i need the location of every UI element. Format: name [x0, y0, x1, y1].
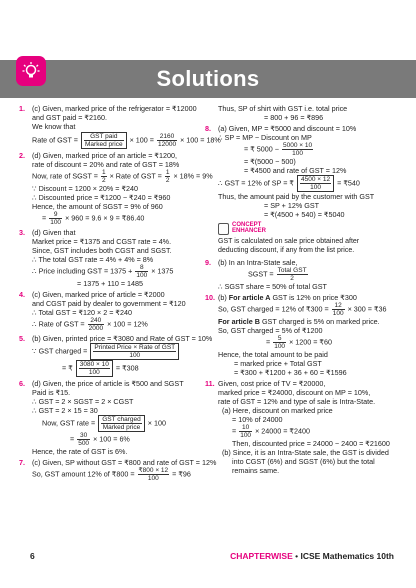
formula-line — [218, 424, 393, 439]
text-line: Hence, the rate of GST is 6%. — [32, 447, 128, 456]
solution-2 — [19, 151, 213, 226]
formula-text: × 18% = 9% — [173, 171, 213, 181]
text-line: = ₹300 + ₹1200 + 36 + 60 = ₹1596 — [234, 368, 347, 377]
fraction — [135, 264, 148, 279]
text-line — [218, 317, 393, 326]
formula-line — [218, 267, 393, 282]
fraction — [49, 211, 62, 226]
solution-4 — [19, 290, 212, 332]
solution-5 — [19, 334, 213, 377]
numerator: Total GST — [277, 267, 307, 274]
bold-label: For article A — [228, 293, 271, 302]
fraction — [101, 169, 107, 184]
text-line: So, GST charged = 5% of ₹1200 — [218, 326, 323, 335]
denominator: 12000 — [157, 141, 177, 148]
numerator: 4500 × 12 — [301, 176, 331, 183]
solution-11 — [205, 379, 393, 475]
text-line: Hence, the amount of SGST = 9% of 960 — [32, 202, 163, 211]
formula-text: × 100 = 18% — [180, 135, 221, 145]
formula-text: × 100 — [147, 418, 166, 428]
numerator: 30 — [77, 432, 90, 440]
option-text: (b) — [218, 293, 227, 302]
text-line: (a) Given, MP = ₹5000 and discount = 10% — [218, 124, 357, 133]
solutions-banner — [0, 60, 416, 98]
formula-line — [218, 142, 393, 157]
fraction — [77, 432, 90, 447]
formula-line — [32, 169, 212, 184]
solution-10 — [205, 293, 393, 377]
formula-text: = ₹ — [62, 363, 73, 373]
boxed-fraction — [98, 415, 145, 432]
question-number: 4. — [19, 290, 25, 299]
text-line: = marked price + Total GST — [234, 359, 322, 368]
text-line: ∴ SP = MP − Discount on MP — [218, 133, 312, 142]
formula-text: × 24000 = ₹2400 — [255, 426, 310, 436]
text-line: ∴ Discounted price = ₹1200 − ₹240 = ₹960 — [32, 193, 171, 202]
text-line: (d) Given, the price of article is ₹500 and SGST — [32, 379, 184, 388]
text-line: = 1375 + 110 = 1485 — [77, 279, 144, 288]
fraction — [282, 142, 313, 157]
formula-text: Now, GST rate = — [42, 418, 96, 428]
solution-1 — [19, 104, 221, 149]
text-line: rate of discount = 20% and rate of GST = 18% — [32, 160, 180, 169]
formula-text: ∴ GST = 12% of SP = ₹ — [218, 178, 295, 188]
question-number: 5. — [19, 334, 25, 343]
question-number: 1. — [19, 104, 25, 113]
denominator: 2 — [290, 275, 294, 282]
formula-line — [32, 467, 212, 482]
formula-line — [32, 415, 212, 432]
text-line: We know that — [32, 122, 76, 131]
concept-text: deducting discount, if any from the list price. — [218, 247, 355, 254]
denominator: 2 — [101, 177, 106, 184]
solution-7-continued — [218, 104, 393, 122]
text-span: GST charged is 5% on marked price. — [261, 317, 380, 326]
denominator: 500 — [78, 440, 90, 447]
book-title: ICSE Mathematics 10th — [300, 551, 394, 561]
boxed-fraction — [297, 175, 334, 192]
fraction — [277, 267, 308, 282]
formula-text: × 300 = ₹36 — [347, 304, 387, 314]
formula-line — [32, 211, 212, 226]
text-line: ∵ Discount = 1200 × 20% = ₹240 — [32, 184, 139, 193]
text-line: and GST paid = ₹2160. — [32, 113, 107, 122]
denominator: 100 — [50, 219, 62, 226]
text-line: (b) Given, printed price = ₹3080 and Rate of GST = 10% — [32, 334, 213, 343]
formula-text: = — [70, 434, 75, 444]
text-span: GST is 12% on price ₹300 — [272, 293, 357, 302]
formula-line — [32, 432, 212, 447]
solution-6 — [19, 379, 212, 456]
page-number: 6 — [30, 551, 35, 561]
brand-name: CHAPTERWISE — [230, 551, 293, 561]
fraction — [138, 467, 170, 482]
formula-text: So, GST charged = 12% of ₹300 = — [218, 304, 329, 314]
boxed-fraction — [76, 360, 113, 377]
text-line: = SP + 12% GST — [264, 201, 320, 210]
formula-text: = — [42, 213, 47, 223]
numerator: 9 — [49, 211, 62, 219]
text-line: Hence, the total amount to be paid — [218, 350, 328, 359]
denominator: Marked price — [102, 424, 141, 431]
solution-7 — [19, 458, 217, 482]
text-line: Then, discounted price = 24000 − 2400 = ₹21600 — [232, 439, 390, 448]
page-title: Solutions — [156, 66, 260, 91]
bold-label: For article B — [218, 317, 260, 326]
numerator: 8 — [135, 264, 148, 272]
formula-line — [218, 302, 393, 317]
text-line: (c) Given, SP without GST = ₹800 and rate of GST = 12% — [32, 458, 217, 467]
formula-line — [32, 343, 212, 360]
left-column — [19, 104, 221, 484]
text-line: ∴ The total GST rate = 4% + 4% = 8% — [32, 255, 154, 264]
concept-tag-line: CONCEPT — [232, 222, 262, 228]
formula-text: = ₹ — [244, 144, 255, 154]
concept-enhancer-box — [218, 222, 393, 235]
formula-text: = — [266, 337, 271, 347]
text-line: (c) Given, marked price of the refrigerator = ₹12000 — [32, 104, 197, 113]
formula-line — [32, 264, 212, 279]
numerator: 5000 × 10 — [282, 142, 313, 149]
text-line: = 10% of 24000 — [232, 415, 283, 424]
denominator: 100 — [147, 475, 159, 482]
denominator: 100 — [292, 150, 303, 157]
formula-line — [32, 360, 212, 377]
question-number: 8. — [205, 124, 211, 133]
text-line: (c) Given, marked price of article = ₹2000 — [32, 290, 165, 299]
formula-text: ∴ Price including GST = 1375 + — [32, 266, 133, 276]
text-line: ∴ Total GST = ₹120 × 2 = ₹240 — [32, 308, 132, 317]
solution-8 — [205, 124, 393, 219]
text-line: = ₹4500 and rate of GST = 12% — [244, 166, 347, 175]
numerator: 1 — [101, 169, 106, 176]
book-icon — [218, 223, 229, 235]
formula-text: × 100 = — [129, 135, 154, 145]
question-number: 7. — [19, 458, 25, 467]
text-line: into CGST (6%) and SGST (6%) but the total — [232, 457, 375, 466]
boxed-fraction — [90, 343, 179, 360]
right-column — [205, 104, 393, 477]
denominator: Marked price — [85, 141, 123, 148]
denominator: 100 — [310, 184, 321, 191]
numerator: GST charged — [102, 416, 141, 423]
formula-text: × 960 = 9.6 × 9 = ₹86.40 — [65, 213, 145, 223]
formula-text: = — [232, 426, 237, 436]
formula-text: × 1375 — [151, 266, 174, 276]
numerator: GST paid — [84, 133, 124, 141]
text-line: = ₹(5000 − 500) — [244, 157, 296, 166]
numerator: 2160 — [157, 133, 177, 141]
text-line: ∴ GST = 2 × SGST = 2 × CGST — [32, 397, 134, 406]
brand-separator: • — [295, 551, 299, 561]
text-line: (d) Given that — [32, 228, 76, 237]
fraction — [157, 133, 177, 148]
formula-text: Now, rate of SGST = — [32, 171, 98, 181]
numerator: 5 — [273, 335, 286, 343]
formula-text: Rate of GST = — [32, 135, 79, 145]
formula-text: × 100 = 6% — [93, 434, 130, 444]
numerator: 240 — [88, 317, 104, 325]
formula-text: ∴ Rate of GST = — [32, 319, 85, 329]
text-line: (b) In an Intra-State sale, — [218, 258, 298, 267]
lightbulb-icon-glyph — [21, 61, 41, 81]
fraction — [273, 335, 286, 350]
denominator: 2000 — [88, 325, 104, 332]
text-line: = 800 + 96 = ₹896 — [264, 113, 324, 122]
denominator: 100 — [240, 432, 252, 439]
numerator: 12 — [332, 302, 345, 310]
denominator: 100 — [88, 369, 100, 376]
denominator: 100 — [136, 272, 148, 279]
text-line: Thus, SP of shirt with GST i.e. total price — [218, 104, 348, 113]
fraction — [332, 302, 345, 317]
question-number: 2. — [19, 151, 25, 160]
boxed-fraction — [81, 132, 127, 149]
text-line: ∴ SGST share = 50% of total GST — [218, 282, 327, 291]
text-line: = ₹(4500 + 540) = ₹5040 — [264, 210, 345, 219]
formula-line — [32, 132, 221, 149]
text-line: (b) Since, it is an Intra-State sale, the GST is divided — [222, 448, 389, 457]
denominator: 100 — [332, 310, 344, 317]
fraction — [239, 424, 252, 439]
formula-line — [218, 175, 393, 192]
question-number: 10. — [205, 293, 215, 302]
question-number: 3. — [19, 228, 25, 237]
text-line: Market price = ₹1375 and CGST rate = 4%. — [32, 237, 172, 246]
numerator: 10 — [239, 424, 252, 432]
formula-text: × Rate of GST = — [109, 171, 162, 181]
fraction — [165, 169, 171, 184]
concept-tag-line: ENHANCER — [232, 228, 267, 234]
lightbulb-icon — [16, 56, 46, 86]
formula-text: × 100 = 12% — [107, 319, 148, 329]
page-footer — [0, 551, 416, 565]
formula-text: = ₹308 — [115, 363, 139, 373]
solution-3 — [19, 228, 212, 288]
text-line: marked price = ₹24000, discount on MP = 10%, — [218, 388, 371, 397]
numerator: ₹800 × 12 — [138, 467, 169, 474]
formula-line — [32, 317, 212, 332]
numerator: 1 — [165, 169, 170, 176]
text-line: Paid is ₹15. — [32, 388, 71, 397]
formula-text: SGST = — [248, 269, 274, 279]
concept-enhancer-tag — [232, 222, 266, 234]
text-line: rate of GST = 12% and type of sale is Intra-State. — [218, 397, 376, 406]
question-number: 9. — [205, 258, 211, 267]
text-line: (d) Given, marked price of an article = ₹1200, — [32, 151, 177, 160]
formula-text: So, GST amount 12% of ₹800 = — [32, 469, 135, 479]
book-brand — [230, 551, 394, 561]
formula-text: = ₹540 — [337, 178, 360, 188]
text-line: (a) Here, discount on marked price — [222, 406, 333, 415]
denominator: 2 — [165, 177, 170, 184]
denominator: 100 — [129, 352, 141, 359]
formula-text: 5000 − — [256, 144, 279, 154]
fraction — [88, 317, 104, 332]
solution-9 — [205, 258, 393, 291]
concept-text: GST is calculated on sale price obtained after — [218, 238, 360, 245]
formula-line — [218, 335, 393, 350]
formula-text: ∵ GST charged = — [32, 346, 88, 356]
text-line: Thus, the amount paid by the customer with GST — [218, 192, 375, 201]
question-number: 6. — [19, 379, 25, 388]
formula-text: = ₹96 — [172, 469, 191, 479]
text-line: and CGST paid by dealer to government = ₹120 — [32, 299, 186, 308]
formula-text: × 1200 = ₹60 — [289, 337, 333, 347]
text-line: Since, GST includes both CGST and SGST. — [32, 246, 172, 255]
question-number: 11. — [205, 379, 215, 388]
text-line: Given, cost price of TV = ₹20000, — [218, 379, 326, 388]
text-line: ∴ GST = 2 × 15 = 30 — [32, 406, 98, 415]
text-line — [218, 293, 393, 302]
numerator: Printed Price × Rate of GST — [94, 344, 176, 351]
denominator: 100 — [274, 343, 286, 350]
text-line: remains same. — [232, 466, 280, 475]
numerator: 3080 × 10 — [79, 361, 109, 368]
